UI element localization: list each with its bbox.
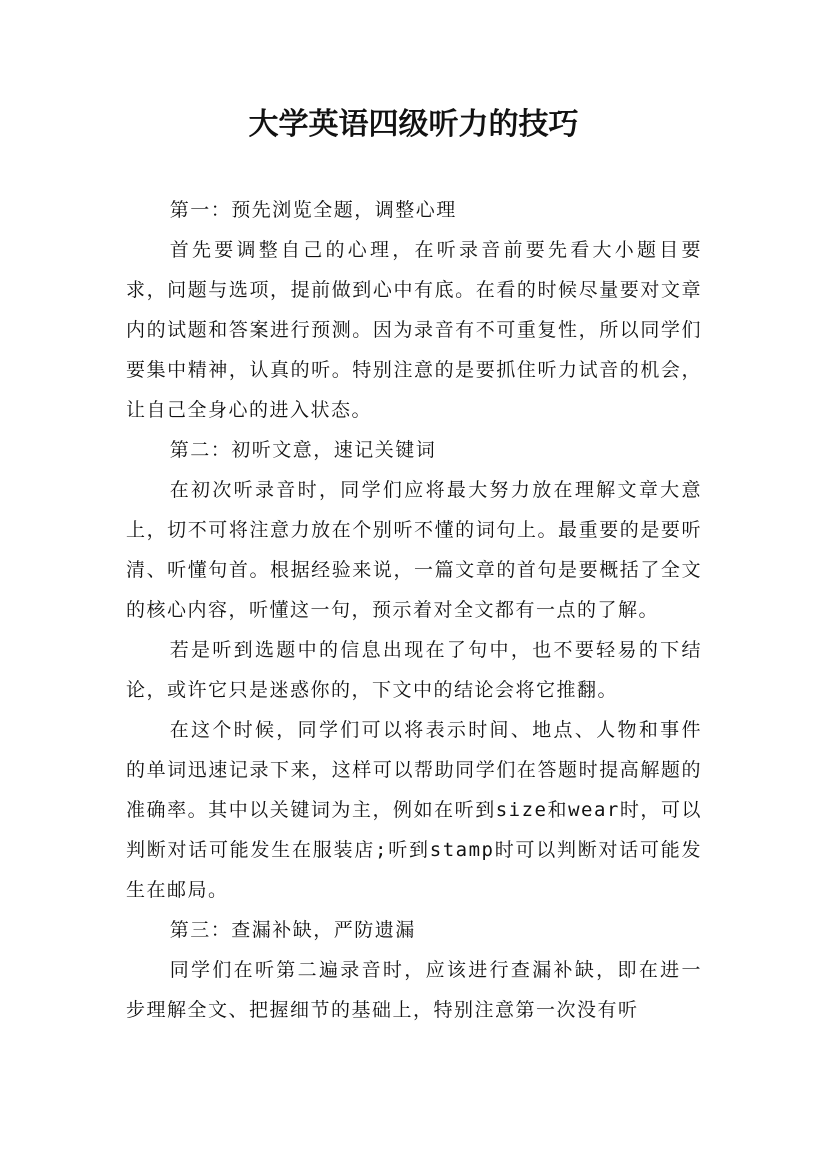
body-paragraph: 若是听到选题中的信息出现在了句中，也不要轻易的下结论，或许它只是迷惑你的，下文中的结论会将它推翻。 (126, 639, 702, 701)
section-heading-2: 第二：初听文意，速记关键词 (169, 439, 437, 461)
body-paragraph: 同学们在听第二遍录音时，应该进行查漏补缺，即在进一步理解全文、把握细节的基础上，特别注意第一次没有听 (126, 959, 702, 1021)
body-paragraph: 在初次听录音时，同学们应将最大努力放在理解文章大意上，切不可将注意力放在个别听不懂的词句上。最重要的是要听清、听懂句首。根据经验来说，一篇文章的首句是要概括了全文的核心内容，听懂这一句，预示着对全文都有一点的了解。 (126, 479, 702, 621)
document-title: 大学英语四级听力的技巧 (248, 107, 579, 142)
document-body (126, 190, 702, 1030)
section-heading-3: 第三：查漏补缺，严防遗漏 (169, 919, 416, 941)
body-paragraph: 在这个时候，同学们可以将表示时间、地点、人物和事件的单词迅速记录下来，这样可以帮助同学们在答题时提高解题的准确率。其中以关键词为主，例如在听到size和wear时，可以判断对话可能发生在服装店;听到stamp时可以判断对话可能发生在邮局。 (126, 719, 702, 901)
section-heading-1: 第一：预先浏览全题，调整心理 (169, 199, 457, 221)
body-paragraph: 首先要调整自己的心理，在听录音前要先看大小题目要求，问题与选项，提前做到心中有底。在看的时候尽量要对文章内的试题和答案进行预测。因为录音有不可重复性，所以同学们要集中精神，认真的听。特别注意的是要抓住听力试音的机会，让自己全身心的进入状态。 (126, 239, 702, 421)
